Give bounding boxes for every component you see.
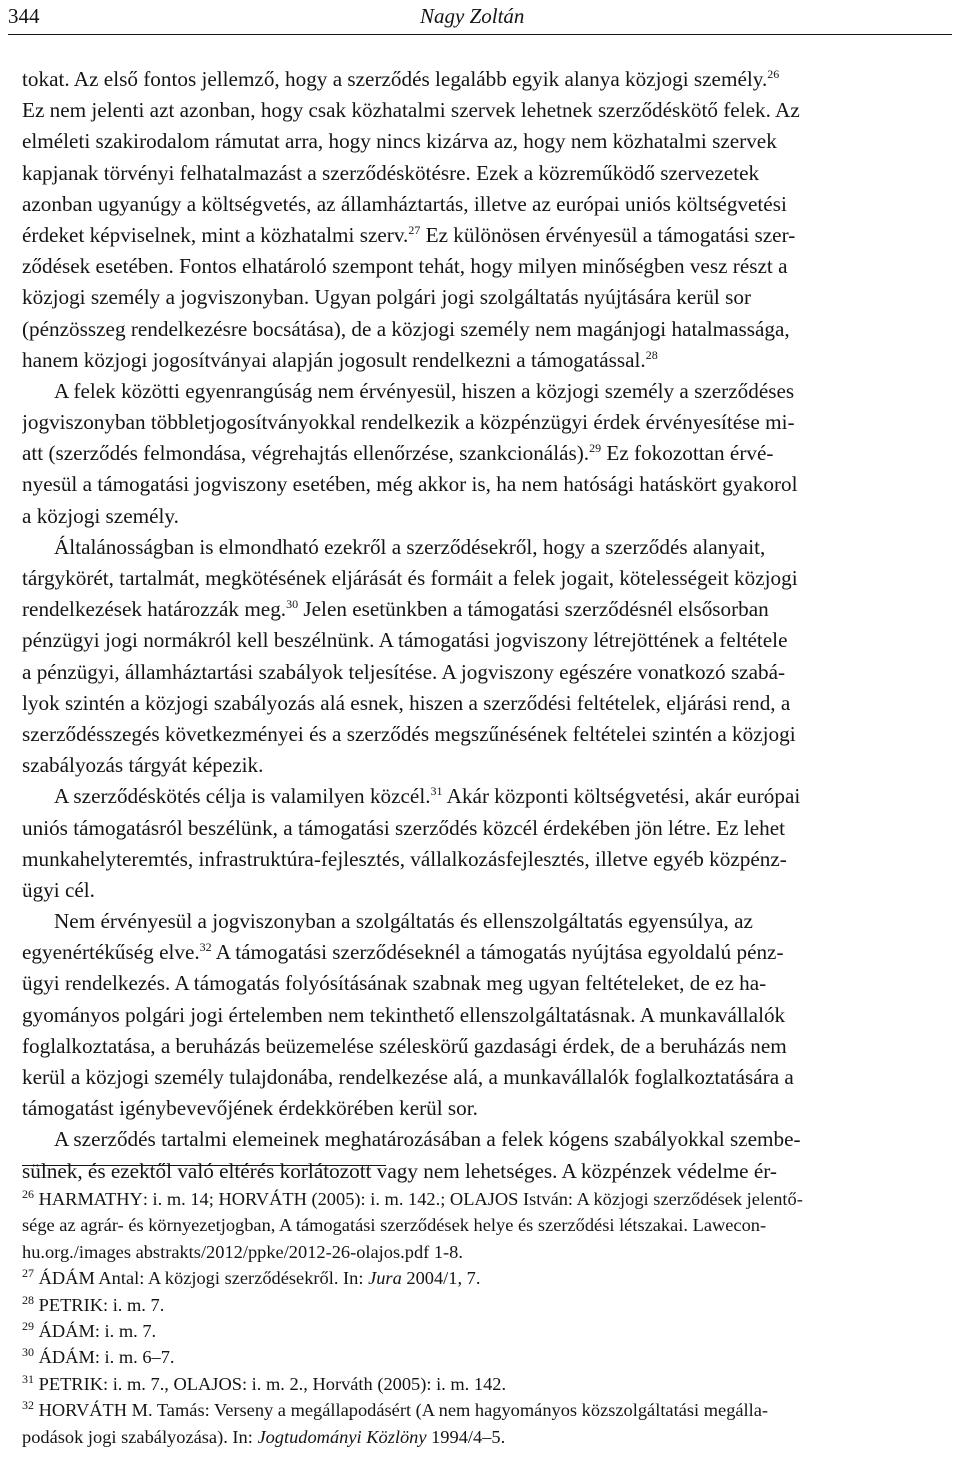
footnote-ref[interactable]: 30 xyxy=(286,597,299,612)
line-text: kerül a közjogi személy tulajdonába, rendelkezése alá, a munkavállalók foglalkoztatására a xyxy=(22,1065,794,1089)
footnote-text: P xyxy=(38,1294,49,1315)
line-text: uniós támogatásról beszélünk, a támogatási szerződés közcél érdekében jön létre. Ez lehet xyxy=(22,815,786,840)
footnote-text: H xyxy=(38,1400,52,1421)
footnote-text: : i. m. 7. xyxy=(102,1294,165,1315)
footnote xyxy=(22,1292,952,1318)
text-line xyxy=(22,875,953,906)
text-line xyxy=(22,937,953,968)
text-line xyxy=(22,64,953,95)
footnote-text: ETRIK xyxy=(48,1294,103,1315)
text-line xyxy=(22,813,953,844)
text-line xyxy=(22,1062,953,1093)
footnote-text: István: A közjogi szerződések jelentő- xyxy=(518,1189,803,1209)
footnote-text: 1994/4–5. xyxy=(426,1426,506,1447)
footnote-ref[interactable]: 27 xyxy=(408,222,421,237)
line-text: támogatást igénybevevőjének érdekkörében kerül sor. xyxy=(22,1096,478,1121)
line-text: Általánosságban is elmondható ezekről a szerződésekről, hogy a szerződés alanyait, xyxy=(54,534,766,559)
line-text: közjogi személy a jogviszonyban. Ugyan polgári jogi szolgáltatás nyújtására kerül sor xyxy=(22,285,752,310)
footnote-text: ETRIK xyxy=(48,1373,103,1394)
footnote-text: Á xyxy=(38,1268,52,1289)
line-text: (pénzösszeg rendelkezésre bocsátása), de a közjogi személy nem magánjogi hatalmassága, xyxy=(22,316,790,341)
footnote-continuation xyxy=(22,1239,952,1265)
journal-title: Jogtudományi Közlöny xyxy=(257,1426,427,1447)
line-text: tokat. Az első fontos jellemző, hogy a szerződés legalább egyik alanya közjogi személy. xyxy=(22,67,768,91)
text-line xyxy=(22,719,953,750)
line-text: jogviszonyban többletjogosítványokkal rendelkezik a közpénzügyi érdek érvényesítése mi- xyxy=(22,410,795,435)
footnote xyxy=(22,1318,952,1344)
footnotes xyxy=(22,1186,952,1450)
line-text: a közjogi személy. xyxy=(22,503,179,528)
text-line xyxy=(22,251,953,282)
footnote-number: 30 xyxy=(22,1345,34,1360)
text-line xyxy=(22,594,953,625)
footnote-number: 31 xyxy=(22,1371,34,1386)
line-text-after-ref: Jelen esetünkben a támogatási szerződésnél elsősorban xyxy=(298,597,769,622)
line-text: érdeket képviselnek, mint a közhatalmi szerv. xyxy=(22,222,409,247)
text-line xyxy=(22,750,953,781)
footnote-text: ORVÁTH xyxy=(231,1189,307,1209)
footnote-text: M. Tamás: Verseny a megállapodásért (A nem hagyományos közszolgáltatási megálla- xyxy=(127,1400,769,1421)
line-text: ügyi cél. xyxy=(22,877,95,902)
text-line xyxy=(22,438,953,469)
footnote-text: podások jogi szabályozása). In: xyxy=(22,1426,258,1447)
footnote-ref[interactable]: 32 xyxy=(199,940,212,955)
line-text: ződések esetében. Fontos elhatároló szempont tehát, hogy milyen minőségben vesz részt a xyxy=(22,254,788,279)
text-line xyxy=(22,158,953,189)
text-line xyxy=(22,1031,953,1062)
line-text-after-ref: Akár központi költségvetési, akár európai xyxy=(442,784,801,809)
line-text: lyok szintén a közjogi szabályozás alá esnek, hiszen a szerződési feltételek, eljárási rend, a xyxy=(22,690,791,715)
footnote-ref[interactable]: 31 xyxy=(430,784,443,799)
footnote-text: P xyxy=(38,1373,49,1394)
text-line xyxy=(22,220,953,251)
text-line xyxy=(22,376,953,407)
footnote-text: LAJOS xyxy=(186,1373,242,1394)
footnote-text: LAJOS xyxy=(463,1189,519,1209)
footnote-text: sége az agrár- és környezetjogban, A támogatási szerződések helye és szerződési létszakai. Lawecon- xyxy=(22,1215,767,1236)
footnote xyxy=(22,1186,952,1212)
text-line xyxy=(22,563,953,594)
line-text: azonban ugyanúgy a költségvetés, az államháztartás, illetve az európai uniós költségvetési xyxy=(22,191,787,216)
text-line xyxy=(22,844,953,875)
text-line xyxy=(22,1000,953,1031)
line-text: egyenértékűség elve. xyxy=(22,940,200,965)
footnote-number: 32 xyxy=(22,1398,34,1412)
footnote xyxy=(22,1397,952,1423)
text-line xyxy=(22,95,953,126)
footnote-number: 28 xyxy=(22,1292,34,1307)
footnote-ref[interactable]: 29 xyxy=(589,441,602,456)
text-line xyxy=(22,126,953,157)
text-line xyxy=(22,1124,953,1155)
line-text: hanem közjogi jogosítványai alapján jogosult rendelkezni a támogatással. xyxy=(22,347,646,372)
footnote-number: 26 xyxy=(22,1186,34,1201)
footnote-text: DÁM xyxy=(51,1320,95,1341)
line-text: sülnek, és ezektől való eltérés korlátozott vagy nem lehetséges. A közpénzek védelme ér- xyxy=(22,1158,777,1183)
footnote-text: DÁM xyxy=(51,1268,95,1289)
footnote-text: : i. m. 6–7. xyxy=(94,1347,175,1368)
text-line xyxy=(22,314,953,345)
footnote-number: 29 xyxy=(22,1318,34,1333)
text-line xyxy=(22,657,953,688)
line-text: gyományos polgári jogi értelemben nem tekinthető ellenszolgáltatásnak. A munkavállalók xyxy=(22,1002,786,1027)
text-line xyxy=(22,189,953,220)
footnote-ref[interactable]: 26 xyxy=(767,66,780,81)
text-line xyxy=(22,407,953,438)
text-line xyxy=(22,532,953,563)
line-text: att (szerződés felmondása, végrehajtás ellenőrzése, szankcionálás). xyxy=(22,441,590,466)
text-line xyxy=(22,625,953,656)
line-text: a pénzügyi, államháztartási szabályok teljesítése. A jogviszony egészére vonatkozó szabá- xyxy=(22,659,786,684)
running-title: Nagy Zoltán xyxy=(420,4,525,28)
page-number: 344 xyxy=(8,4,40,28)
footnote-continuation xyxy=(22,1424,952,1450)
footnote-text: H xyxy=(38,1189,52,1209)
text-line xyxy=(22,501,953,532)
footnote-text: 2004/1, 7. xyxy=(401,1268,481,1289)
line-text: rendelkezések határozzák meg. xyxy=(22,597,287,622)
footnote xyxy=(22,1371,952,1397)
line-text: A szerződéskötés célja is valamilyen közcél. xyxy=(54,784,431,809)
line-text: Ez nem jelenti azt azonban, hogy csak közhatalmi szervek lehetnek szerződéskötő felek. Az xyxy=(22,98,800,123)
text-line xyxy=(22,781,953,812)
footnote-ref[interactable]: 28 xyxy=(645,347,658,362)
page-header xyxy=(0,0,960,40)
footnote-text: : i. m. 7., O xyxy=(102,1373,187,1394)
text-line xyxy=(22,1156,953,1187)
line-text: szabályozás tárgyát képezik. xyxy=(22,753,264,778)
footnote-text: : i. m. 2., Horváth (2005): i. m. 142. xyxy=(241,1373,507,1394)
text-line xyxy=(22,282,953,313)
line-text: kapjanak törvényi felhatalmazást a szerződéskötésre. Ezek a közreműködő szervezetek xyxy=(22,160,760,185)
footnote xyxy=(22,1265,952,1291)
text-line xyxy=(22,906,953,937)
footnote-number: 27 xyxy=(22,1266,34,1281)
line-text: pénzügyi jogi normákról kell beszélnünk. A támogatási jogviszony létrejöttének a feltétele xyxy=(22,628,788,653)
line-text-after-ref: Ez különösen érvényesül a támogatási szer- xyxy=(420,222,796,247)
line-text: foglalkoztatása, a beruházás beüzemelése széleskörű gazdasági érdek, de a beruházás nem xyxy=(22,1033,787,1058)
footnote-text: Antal: A közjogi szerződésekről. In: xyxy=(94,1268,369,1289)
footnote xyxy=(22,1344,952,1370)
text-line xyxy=(22,345,953,376)
footnote-text: (2005): i. m. 142.; O xyxy=(306,1189,464,1209)
line-text: A szerződés tartalmi elemeinek meghatározásában a felek kógens szabályokkal szembe- xyxy=(54,1127,801,1152)
footnote-text: Á xyxy=(38,1320,52,1341)
line-text: ügyi rendelkezés. A támogatás folyósításának szabnak meg ugyan feltételeket, de ez ha- xyxy=(22,971,767,996)
footnote-text: ORVÁTH xyxy=(51,1400,128,1421)
footnote-text: DÁM xyxy=(51,1347,95,1368)
journal-title: Jura xyxy=(368,1268,402,1289)
line-text: munkahelyteremtés, infrastruktúra-fejlesztés, vállalkozásfejlesztés, illetve egyéb közpénz- xyxy=(22,846,787,871)
line-text: Nem érvényesül a jogviszonyban a szolgáltatás és ellenszolgáltatás egyensúlya, az xyxy=(54,909,753,934)
line-text: tárgykörét, tartalmát, megkötésének eljárását és formáit a felek jogait, kötelességeit közjogi xyxy=(22,566,798,590)
body-text xyxy=(22,64,953,1187)
footnote-text: : i. m. 7. xyxy=(94,1320,157,1341)
line-text-after-ref: A támogatási szerződéseknél a támogatás nyújtása egyoldalú pénz- xyxy=(211,940,784,965)
footnote-continuation xyxy=(22,1212,952,1238)
text-line xyxy=(22,1093,953,1124)
header-rule xyxy=(8,34,952,35)
line-text: szerződésszegés következményei és a szerződés megszűnésének feltételei szintén a közjogi xyxy=(22,721,796,746)
text-line xyxy=(22,688,953,719)
line-text: A felek közötti egyenrangúság nem érvényesül, hiszen a közjogi személy a szerződéses xyxy=(54,378,795,403)
footnote-text: ARMATHY xyxy=(51,1189,143,1209)
line-text-after-ref: Ez fokozottan érvé- xyxy=(601,441,774,466)
footnote-text: hu.org./images abstrakts/2012/ppke/2012-26-olajos.pdf 1-8. xyxy=(22,1241,463,1262)
line-text: elméleti szakirodalom rámutat arra, hogy nincs kizárva az, hogy nem közhatalmi szervek xyxy=(22,129,777,154)
line-text: nyesül a támogatási jogviszony esetében, még akkor is, ha nem hatósági hatáskört gyakorol xyxy=(22,472,798,497)
footnote-text: Á xyxy=(38,1347,52,1368)
text-line xyxy=(22,469,953,500)
text-line xyxy=(22,968,953,999)
footnote-text: : i. m. 14; H xyxy=(142,1189,232,1209)
footnote-separator xyxy=(22,1165,386,1166)
